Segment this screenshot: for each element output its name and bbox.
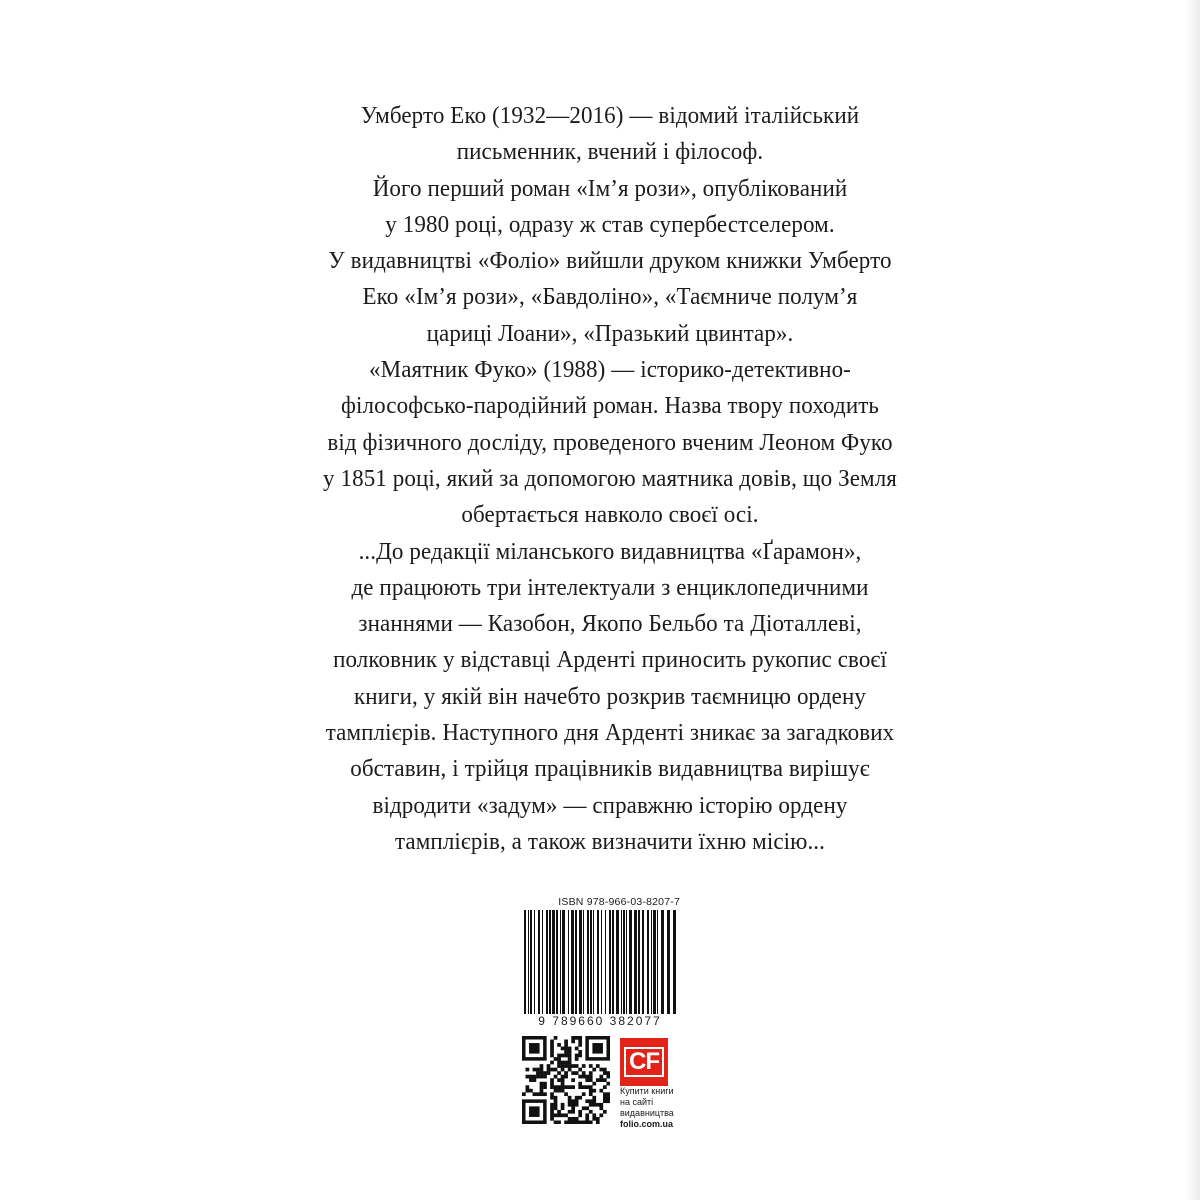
qr-module xyxy=(603,1068,607,1072)
qr-module xyxy=(589,1064,593,1068)
blurb-line: знаннями — Казобон, Якопо Бельбо та Діоталлеві, xyxy=(358,610,862,638)
qr-module xyxy=(592,1117,596,1121)
barcode-bar xyxy=(601,910,602,1014)
qr-module xyxy=(561,1078,565,1082)
blurb-line: цариці Лоани», «Празький цвинтар». xyxy=(426,319,794,347)
qr-module xyxy=(564,1085,568,1089)
barcode-bar xyxy=(653,910,656,1014)
qr-module xyxy=(550,1061,554,1065)
qr-module xyxy=(540,1068,544,1072)
qr-module xyxy=(568,1120,572,1124)
qr-module xyxy=(585,1113,589,1117)
barcode-bar xyxy=(556,910,558,1014)
blurb-line: тамплієрів. Наступного дня Арденті зникає за загадкових xyxy=(325,719,895,747)
qr-module xyxy=(540,1082,544,1086)
qr-module xyxy=(571,1106,575,1110)
barcode-bar xyxy=(575,910,577,1014)
barcode-bar xyxy=(612,910,614,1014)
qr-module xyxy=(571,1064,575,1068)
qr-module xyxy=(582,1092,586,1096)
qr-module xyxy=(564,1047,568,1051)
qr-module xyxy=(533,1068,537,1072)
qr-module xyxy=(575,1096,579,1100)
qr-module xyxy=(592,1113,596,1117)
qr-module xyxy=(564,1043,568,1047)
qr-module xyxy=(561,1082,565,1086)
qr-module xyxy=(596,1103,600,1107)
qr-module xyxy=(561,1106,565,1110)
cover-edge-shadow xyxy=(1186,0,1200,1200)
barcode-bar xyxy=(638,910,640,1014)
qr-module xyxy=(568,1050,572,1054)
qr-module xyxy=(599,1113,603,1117)
qr-module xyxy=(550,1047,554,1051)
qr-module xyxy=(578,1068,582,1072)
qr-module xyxy=(564,1061,568,1065)
qr-module xyxy=(575,1117,579,1121)
qr-module xyxy=(543,1075,547,1079)
qr-module xyxy=(557,1064,561,1068)
qr-module xyxy=(606,1082,610,1086)
barcode-bar xyxy=(621,910,622,1014)
blurb-line: письменник, вчений і філософ. xyxy=(456,138,764,166)
qr-module xyxy=(575,1054,579,1058)
blurb-line: Еко «Ім’я рози», «Бавдоліно», «Таємниче полум’я xyxy=(362,283,858,311)
blurb-line: де працюють три інтелектуали з енциклопедичними xyxy=(351,573,869,601)
qr-module xyxy=(606,1096,610,1100)
qr-module xyxy=(603,1110,607,1114)
qr-module xyxy=(526,1068,530,1072)
qr-module xyxy=(557,1113,561,1117)
qr-module xyxy=(599,1078,603,1082)
barcode-bar xyxy=(568,910,569,1014)
qr-module xyxy=(526,1085,530,1089)
qr-module xyxy=(603,1096,607,1100)
blurb-line: ...До редакції міланського видавництва «Ґарамон», xyxy=(358,537,862,565)
barcode-bar xyxy=(571,910,574,1014)
qr-module xyxy=(603,1099,607,1103)
qr-module xyxy=(578,1040,582,1044)
isbn-label: ISBN 978-966-03-8207-7 xyxy=(558,896,680,908)
qr-module xyxy=(568,1061,572,1065)
qr-module xyxy=(547,1064,551,1068)
blurb-line: обставин, і трійця працівників видавництва вирішує xyxy=(350,755,870,783)
qr-module xyxy=(564,1064,568,1068)
qr-module xyxy=(557,1071,561,1075)
qr-module xyxy=(557,1089,561,1093)
qr-module xyxy=(526,1089,530,1093)
barcode-bar xyxy=(546,910,548,1014)
qr-module xyxy=(561,1089,565,1093)
qr-module xyxy=(564,1050,568,1054)
qr-module xyxy=(589,1099,593,1103)
qr-module xyxy=(554,1099,558,1103)
qr-module xyxy=(557,1120,561,1124)
qr-module xyxy=(578,1110,582,1114)
qr-module xyxy=(575,1057,579,1061)
qr-module xyxy=(578,1120,582,1124)
barcode-bar xyxy=(609,910,611,1014)
barcode-bar xyxy=(530,910,532,1014)
qr-module xyxy=(550,1054,554,1058)
barcode-bar xyxy=(534,910,535,1014)
qr-module xyxy=(550,1050,554,1054)
qr-module xyxy=(533,1078,537,1082)
barcode-bar xyxy=(634,910,637,1014)
qr-module xyxy=(536,1071,540,1075)
qr-module xyxy=(554,1113,558,1117)
qr-module xyxy=(536,1092,540,1096)
barcode-bar xyxy=(616,910,619,1014)
qr-module xyxy=(564,1071,568,1075)
barcode-bar xyxy=(605,910,606,1014)
qr-module xyxy=(585,1085,589,1089)
qr-module xyxy=(568,1110,572,1114)
qr-module xyxy=(554,1057,558,1061)
qr-module xyxy=(606,1092,610,1096)
qr-module xyxy=(529,1075,533,1079)
qr-module xyxy=(550,1043,554,1047)
barcode-bar xyxy=(524,910,526,1014)
qr-module xyxy=(561,1068,565,1072)
qr-module xyxy=(578,1050,582,1054)
qr-module xyxy=(571,1071,575,1075)
qr-module xyxy=(543,1071,547,1075)
qr-module xyxy=(547,1071,551,1075)
qr-module xyxy=(540,1089,544,1093)
barcode-bar xyxy=(593,910,594,1014)
caption-line: на сайті xyxy=(620,1097,654,1107)
qr-module xyxy=(540,1075,544,1079)
qr-module xyxy=(550,1113,554,1117)
qr-module xyxy=(571,1103,575,1107)
qr-module xyxy=(603,1085,607,1089)
qr-code xyxy=(522,1036,610,1124)
qr-module xyxy=(575,1071,579,1075)
qr-module xyxy=(561,1103,565,1107)
barcode-bar xyxy=(651,910,652,1014)
qr-module xyxy=(554,1036,558,1040)
qr-module xyxy=(564,1092,568,1096)
isbn-barcode xyxy=(520,896,682,1030)
qr-module xyxy=(575,1064,579,1068)
qr-module xyxy=(529,1078,533,1082)
qr-module xyxy=(589,1085,593,1089)
qr-module xyxy=(578,1113,582,1117)
blurb-line: тамплієрів, а також визначити їхню місію... xyxy=(394,827,826,855)
qr-module xyxy=(589,1103,593,1107)
qr-module xyxy=(564,1040,568,1044)
barcode-bar xyxy=(642,910,644,1014)
qr-module xyxy=(568,1054,572,1058)
qr-module xyxy=(554,1103,558,1107)
qr-module xyxy=(568,1085,572,1089)
qr-module xyxy=(557,1078,561,1082)
qr-module xyxy=(585,1120,589,1124)
blurb-line: книги, у якій він начебто розкрив таємницю ордену xyxy=(353,682,867,710)
barcode-bar xyxy=(528,910,529,1014)
barcode-bar xyxy=(562,910,565,1014)
qr-module xyxy=(561,1113,565,1117)
qr-module xyxy=(582,1120,586,1124)
barcode-bar xyxy=(587,910,589,1014)
blurb-line: Його перший роман «Ім’я рози», опублікований xyxy=(372,174,848,202)
qr-module xyxy=(557,1054,561,1058)
barcode-bar xyxy=(667,910,670,1014)
qr-module xyxy=(603,1092,607,1096)
qr-module xyxy=(557,1043,561,1047)
qr-module xyxy=(540,1092,544,1096)
qr-module xyxy=(550,1040,554,1044)
qr-module xyxy=(589,1089,593,1093)
qr-module xyxy=(599,1106,603,1110)
qr-module xyxy=(536,1075,540,1079)
qr-module xyxy=(540,1071,544,1075)
qr-module xyxy=(564,1113,568,1117)
barcode-bar xyxy=(673,910,676,1014)
blurb-line: полковник у відставці Арденті приносить рукопис своєї xyxy=(333,646,887,674)
qr-module xyxy=(561,1064,565,1068)
qr-module xyxy=(606,1099,610,1103)
blurb-line: обертається навколо своєї осі. xyxy=(461,501,759,529)
qr-module xyxy=(547,1068,551,1072)
qr-module xyxy=(554,1096,558,1100)
qr-module xyxy=(585,1106,589,1110)
qr-module xyxy=(582,1071,586,1075)
publisher-site: folio.com.ua xyxy=(620,1119,674,1129)
qr-module xyxy=(578,1043,582,1047)
blurb-line: філософсько-пародійний роман. Назва твору походить xyxy=(340,392,879,420)
qr-module xyxy=(557,1110,561,1114)
qr-module xyxy=(582,1085,586,1089)
qr-module xyxy=(603,1071,607,1075)
qr-module xyxy=(529,1043,540,1054)
qr-module xyxy=(585,1099,589,1103)
qr-module xyxy=(550,1103,554,1107)
qr-module xyxy=(578,1036,582,1040)
blurb-line: Умберто Еко (1932—2016) — відомий італійський xyxy=(360,102,860,129)
qr-module xyxy=(585,1117,589,1121)
qr-module xyxy=(582,1075,586,1079)
qr-module xyxy=(543,1092,547,1096)
qr-module xyxy=(568,1047,572,1051)
qr-module xyxy=(564,1075,568,1079)
qr-module xyxy=(550,1078,554,1082)
barcode-bar xyxy=(626,910,627,1014)
qr-module xyxy=(578,1075,582,1079)
barcode-bar xyxy=(623,910,625,1014)
qr-module xyxy=(568,1057,572,1061)
qr-module xyxy=(557,1057,561,1061)
barcode-bar xyxy=(661,910,664,1014)
qr-module xyxy=(575,1103,579,1107)
qr-module xyxy=(571,1110,575,1114)
qr-module xyxy=(554,1106,558,1110)
qr-module xyxy=(550,1106,554,1110)
qr-module xyxy=(550,1117,554,1121)
qr-module xyxy=(575,1036,579,1040)
qr-module xyxy=(592,1082,596,1086)
qr-module xyxy=(571,1078,575,1082)
qr-module xyxy=(571,1120,575,1124)
qr-module xyxy=(575,1120,579,1124)
qr-module xyxy=(599,1089,603,1093)
qr-module xyxy=(561,1085,565,1089)
qr-module xyxy=(550,1110,554,1114)
qr-module xyxy=(543,1082,547,1086)
qr-module xyxy=(592,1068,596,1072)
barcode-bar xyxy=(549,910,551,1014)
qr-module xyxy=(592,1099,596,1103)
qr-module xyxy=(571,1085,575,1089)
cover-blurb xyxy=(280,98,940,860)
qr-module xyxy=(568,1064,572,1068)
qr-module xyxy=(522,1092,526,1096)
qr-module xyxy=(596,1064,600,1068)
qr-module xyxy=(561,1047,565,1051)
qr-module xyxy=(571,1117,575,1121)
qr-module xyxy=(589,1075,593,1079)
barcode-bar xyxy=(597,910,599,1014)
qr-module xyxy=(589,1078,593,1082)
qr-module xyxy=(557,1061,561,1065)
barcode-bar xyxy=(538,910,540,1014)
publisher-logo xyxy=(620,1038,668,1086)
qr-module xyxy=(596,1078,600,1082)
qr-module xyxy=(564,1120,568,1124)
barcode-bars xyxy=(522,910,680,1014)
qr-module xyxy=(575,1047,579,1051)
qr-module xyxy=(568,1117,572,1121)
qr-module xyxy=(533,1075,537,1079)
qr-module xyxy=(575,1099,579,1103)
qr-module xyxy=(529,1106,540,1117)
qr-module xyxy=(592,1096,596,1100)
blurb-line: у 1851 році, який за допомогою маятника довів, що Земля xyxy=(323,464,897,492)
qr-module xyxy=(543,1085,547,1089)
barcode-bar xyxy=(579,910,582,1014)
barcode-bar xyxy=(590,910,592,1014)
qr-module xyxy=(606,1075,610,1079)
qr-module xyxy=(568,1096,572,1100)
qr-module xyxy=(582,1106,586,1110)
qr-module xyxy=(554,1085,558,1089)
qr-module xyxy=(571,1036,575,1040)
qr-module xyxy=(571,1040,575,1044)
barcode-bar xyxy=(542,910,543,1014)
qr-module xyxy=(554,1120,558,1124)
qr-module xyxy=(578,1085,582,1089)
qr-module xyxy=(599,1103,603,1107)
qr-module xyxy=(568,1068,572,1072)
blurb-line: «Маятник Фуко» (1988) — історико-детективно- xyxy=(369,356,851,384)
qr-module xyxy=(596,1120,600,1124)
qr-module xyxy=(557,1085,561,1089)
qr-module xyxy=(554,1075,558,1079)
qr-module xyxy=(599,1075,603,1079)
qr-module xyxy=(589,1110,593,1114)
qr-module xyxy=(533,1092,537,1096)
qr-module xyxy=(578,1082,582,1086)
qr-module xyxy=(568,1103,572,1107)
qr-module xyxy=(529,1089,533,1093)
qr-module xyxy=(564,1054,568,1058)
barcode-bar xyxy=(657,910,658,1014)
qr-module xyxy=(585,1078,589,1082)
qr-module xyxy=(568,1099,572,1103)
blurb-line: У видавництві «Фоліо» вийшли друком книжки Умберто xyxy=(328,247,892,275)
barcode-bar xyxy=(560,910,561,1014)
barcode-bar xyxy=(647,910,649,1014)
caption-line: Купити книги xyxy=(620,1086,674,1096)
qr-module xyxy=(561,1061,565,1065)
qr-module xyxy=(599,1068,603,1072)
caption-line: видавництва xyxy=(620,1108,674,1118)
barcode-bar xyxy=(552,910,555,1014)
blurb-line: відродити «задум» — справжню історію ордену xyxy=(372,791,848,819)
qr-module xyxy=(578,1054,582,1058)
qr-module xyxy=(582,1064,586,1068)
blurb-line: у 1980 році, одразу ж став супербестселером. xyxy=(385,210,835,238)
qr-module xyxy=(540,1064,544,1068)
qr-module xyxy=(550,1082,554,1086)
qr-module xyxy=(592,1089,596,1093)
qr-module xyxy=(526,1075,530,1079)
qr-module xyxy=(589,1120,593,1124)
qr-module xyxy=(603,1078,607,1082)
qr-module xyxy=(561,1075,565,1079)
qr-module xyxy=(596,1117,600,1121)
qr-module xyxy=(606,1071,610,1075)
barcode-digits: 9 789660 382077 xyxy=(538,1014,662,1028)
qr-module xyxy=(550,1096,554,1100)
qr-module xyxy=(589,1071,593,1075)
barcode-bar xyxy=(583,910,584,1014)
qr-module xyxy=(589,1092,593,1096)
qr-module xyxy=(554,1068,558,1072)
qr-module xyxy=(561,1054,565,1058)
publisher-caption xyxy=(620,1086,700,1130)
qr-module xyxy=(536,1068,540,1072)
qr-module xyxy=(571,1099,575,1103)
qr-module xyxy=(550,1085,554,1089)
qr-module xyxy=(592,1103,596,1107)
blurb-line: від фізичного досліду, проведеного вченим Леоном Фуко xyxy=(327,428,893,456)
qr-module xyxy=(550,1092,554,1096)
qr-module xyxy=(554,1089,558,1093)
qr-module xyxy=(578,1096,582,1100)
barcode-bar xyxy=(629,910,632,1014)
qr-module xyxy=(550,1068,554,1072)
publisher-logo-text: CF xyxy=(624,1047,664,1077)
qr-module xyxy=(592,1043,603,1054)
qr-module xyxy=(585,1075,589,1079)
qr-module xyxy=(540,1085,544,1089)
